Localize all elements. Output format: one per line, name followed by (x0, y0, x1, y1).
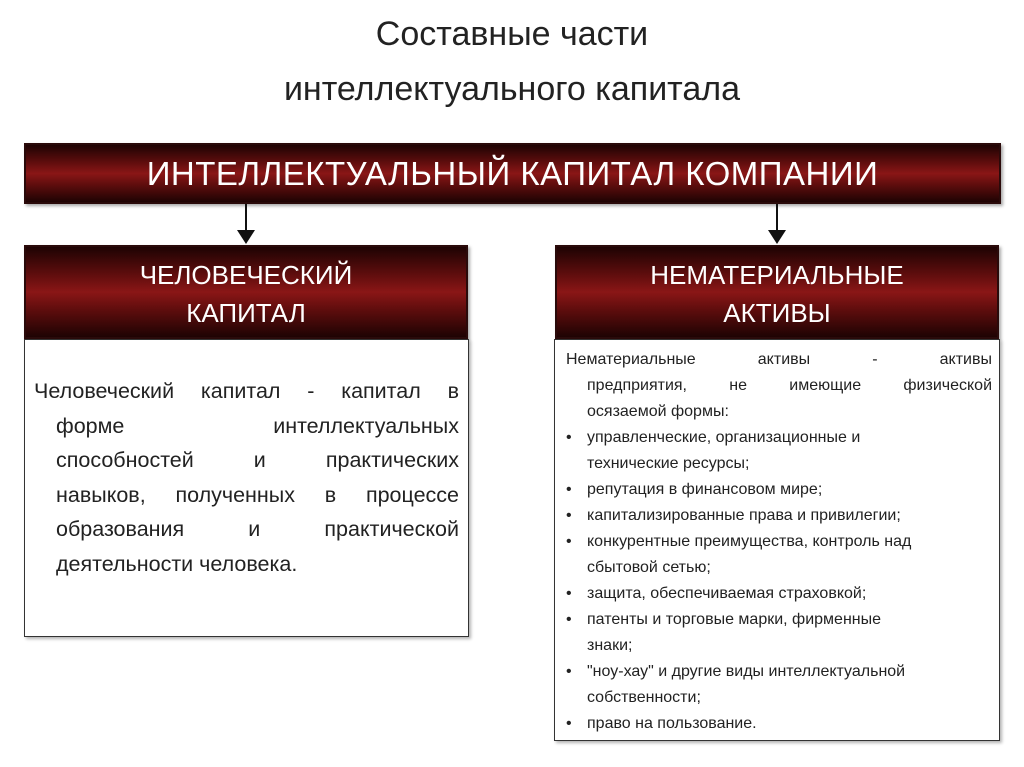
human-capital-description (34, 374, 459, 581)
human-capital-header-line-2: КАПИТАЛ (186, 298, 306, 328)
arrow-right-head (768, 230, 786, 244)
intangible-assets-header-line-2: АКТИВЫ (723, 298, 831, 328)
title-line-1: Составные части (375, 15, 649, 53)
title-line-2: интеллектуального капитала (283, 70, 741, 108)
human-capital-header (24, 245, 468, 339)
intangible-assets-header (555, 245, 999, 339)
description-line: способностей и практических (56, 448, 459, 472)
bullet-item-continuation: сбытовой сетью; (587, 559, 711, 576)
arrow-left-head (237, 230, 255, 244)
description-line: образования и практической (56, 517, 459, 541)
intro-line: осязаемой формы: (587, 403, 729, 420)
bullet-item: • право на пользование. (566, 711, 992, 737)
arrow-left-shaft (245, 204, 247, 232)
intangible-assets-description (566, 347, 992, 737)
intellectual-capital-bar: ИНТЕЛЛЕКТУАЛЬНЫЙ КАПИТАЛ КОМПАНИИ (24, 143, 1001, 204)
intro-line: предприятия, не имеющие физической (587, 377, 992, 394)
bullet-item-continuation: знаки; (587, 637, 633, 654)
bullet-item: • капитализированные права и привилегии; (566, 503, 992, 529)
bullet-item-continuation: собственности; (587, 689, 701, 706)
description-line: деятельности человека. (56, 551, 298, 576)
bullet-item: • конкурентные преимущества, контроль над (566, 529, 992, 555)
description-line: форме интеллектуальных (56, 413, 459, 438)
bullet-item: • репутация в финансовом мире; (566, 477, 992, 503)
human-capital-header-line-1: ЧЕЛОВЕЧЕСКИЙ (139, 260, 353, 290)
bullet-item: • защита, обеспечиваемая страховкой; (566, 581, 992, 607)
arrow-right-shaft (776, 204, 778, 232)
bullet-item: • управленческие, организационные и (566, 425, 992, 451)
bullet-item: • "ноу-хау" и другие виды интеллектуальной (566, 659, 992, 685)
description-line: Человеческий капитал - капитал в (34, 379, 459, 403)
bullet-item-continuation: технические ресурсы; (587, 455, 750, 472)
intangible-assets-header-line-1: НЕМАТЕРИАЛЬНЫЕ (650, 260, 904, 290)
bullet-item: • патенты и торговые марки, фирменные (566, 607, 992, 633)
intro-line: Нематериальные активы - активы (566, 351, 992, 368)
description-line: навыков, полученных в процессе (56, 482, 459, 507)
